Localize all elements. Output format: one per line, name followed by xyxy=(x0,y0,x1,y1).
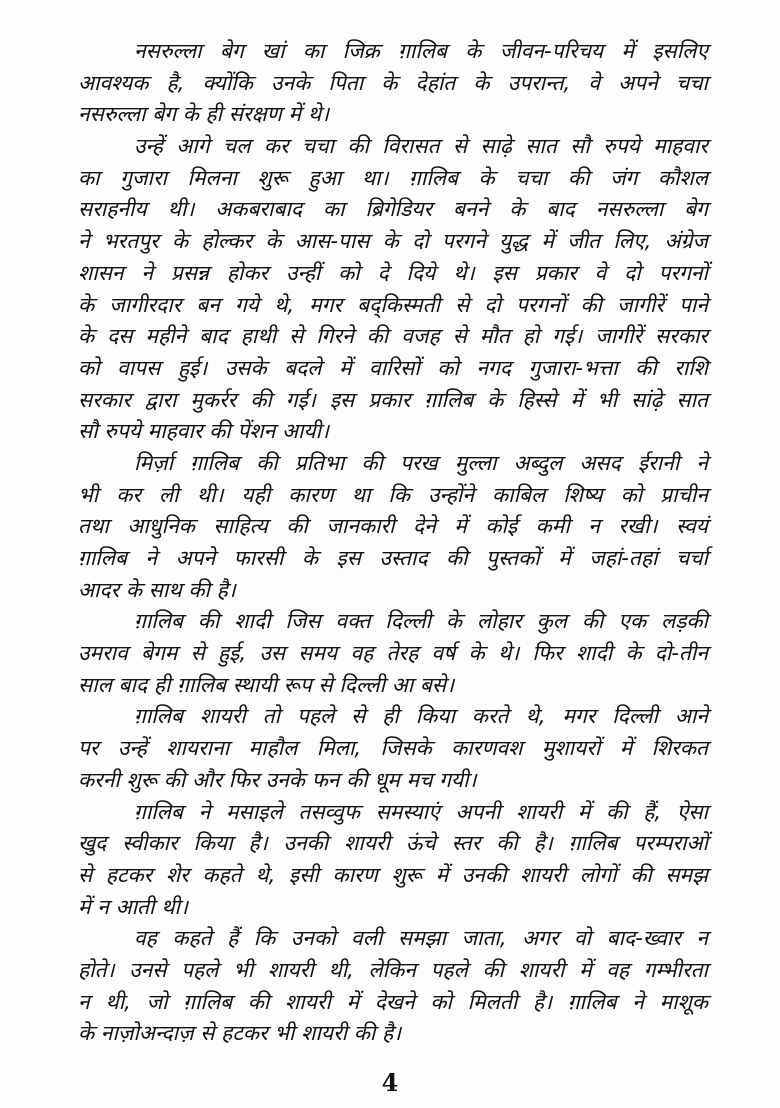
text-line: नसरुल्ला बेग के ही संरक्षण में थे। xyxy=(78,102,330,127)
text-line: सौ रुपये माहवार की पेंशन आयी। xyxy=(78,419,329,444)
page-number: 4 xyxy=(381,1068,399,1097)
text-line: को वापस हुई। उसके बदले में वारिसों को नगद गुजारा-भत्ता की राशि xyxy=(78,355,708,380)
text-line: ग़ालिब ने मसाइले तसव्वुफ समस्याएं अपनी शायरी में की हैं, ऐसा xyxy=(134,799,708,824)
text-line: ग़ालिब ने अपने फारसी के इस उस्ताद की पुस्तकों में जहां-तहां चर्चा xyxy=(78,546,708,570)
text-line: खुद स्वीकार किया है। उनकी शायरी ऊंचे स्तर की है। ग़ालिब परम्पराओं xyxy=(78,831,708,856)
text-line: शासन ने प्रसन्न होकर उन्हीं को दे दिये थे। इस प्रकार वे दो परगनों xyxy=(78,260,708,285)
text-line: पर उन्हें शायराना माहौल मिला, जिसके कारणवश मुशायरों में शिरकत xyxy=(78,736,708,761)
text-line: ने भरतपुर के होल्कर के आस-पास के दो परगने युद्ध में जीत लिए, अंग्रेज xyxy=(78,229,708,254)
text-line: से हटकर शेर कहते थे, इसी कारण शुरू में उनकी शायरी लोगों की समझ xyxy=(78,862,708,887)
body-text xyxy=(78,36,708,1050)
text-line: न थी, जो ग़ालिब की शायरी में देखने को मिलती है। ग़ालिब ने माशूक xyxy=(78,989,708,1014)
text-line: तथा आधुनिक साहित्य की जानकारी देने में कोई कमी न रखी। स्वयं xyxy=(78,514,708,539)
text-line: आदर के साथ की है। xyxy=(78,577,236,602)
text-line: मिर्ज़ा ग़ालिब की प्रतिभा की परख मुल्ला अब्दुल असद ईरानी ने xyxy=(134,450,708,475)
text-line: सरकार द्वारा मुकर्रर की गई। इस प्रकार ग़ालिब के हिस्से में भी सांढ़े सात xyxy=(78,387,708,412)
text-line: में न आती थी। xyxy=(78,894,188,919)
text-line: उन्हें आगे चल कर चचा की विरासत से साढ़े सात सौ रुपये माहवार xyxy=(134,134,708,159)
text-line: करनी शुरू की और फिर उनके फन की धूम मच गयी। xyxy=(78,767,477,792)
text-line: सराहनीय थी। अकबराबाद का ब्रिगेडियर बनने के बाद नसरुल्ला बेग xyxy=(78,197,708,222)
text-line: आवश्यक है, क्योंकि उनके पिता के देहांत के उपरान्त, वे अपने चचा xyxy=(78,70,708,95)
text-line: का गुजारा मिलना शुरू हुआ था। ग़ालिब के चचा की जंग कौशल xyxy=(78,165,708,190)
text-line: साल बाद ही ग़ालिब स्थायी रूप से दिल्ली आ बसे। xyxy=(78,672,455,697)
text-line: के जागीरदार बन गये थे, मगर बद्किस्मती से दो परगनों की जागीरें पाने xyxy=(78,292,708,317)
text-line: वह कहते हैं कि उनको वली समझा जाता, अगर वो बाद-ख्वार न xyxy=(134,926,708,951)
text-line: होते। उनसे पहले भी शायरी थी, लेकिन पहले की शायरी में वह गम्भीरता xyxy=(78,957,708,982)
text-line: के नाज़ोअन्दाज़ से हटकर भी शायरी की है। xyxy=(78,1021,402,1046)
text-line: ग़ालिब की शादी जिस वक्त दिल्ली के लोहार कुल की एक लड़की xyxy=(134,609,708,634)
text-line: ग़ालिब शायरी तो पहले से ही किया करते थे, मगर दिल्ली आने xyxy=(134,704,708,729)
text-line: भी कर ली थी। यही कारण था कि उन्होंने काबिल शिष्य को प्राचीन xyxy=(78,482,708,507)
text-line: उमराव बेगम से हुई, उस समय वह तेरह वर्ष के थे। फिर शादी के दो-तीन xyxy=(78,641,708,666)
text-line: के दस महीने बाद हाथी से गिरने की वजह से मौत हो गई। जागीरें सरकार xyxy=(78,324,708,349)
text-line: नसरुल्ला बेग खां का जिक्र ग़ालिब के जीवन-परिचय में इसलिए xyxy=(134,39,708,63)
